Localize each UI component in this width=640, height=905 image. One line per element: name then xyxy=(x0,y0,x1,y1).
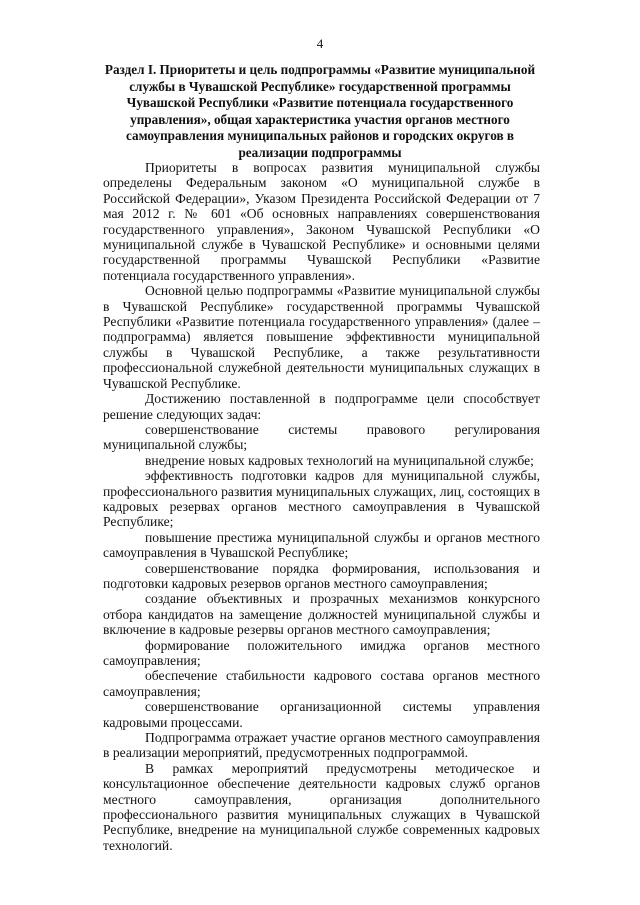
paragraph: совершенствование порядка формирования, использования и подготовки кадровых резервов органов местного самоуправления; xyxy=(103,560,540,591)
paragraph: создание объективных и прозрачных механизмов конкурсного отбора кандидатов на замещение должностей муниципальной службы и включение в кадровые резервы органов местного самоуправления; xyxy=(103,591,540,638)
section-heading: Раздел I. Приоритеты и цель подпрограммы «Развитие муниципальной службы в Чувашской Республике» государственной программы Чувашской Республики «Развитие потенциала государственного управления», общая характеристика участия органов местного самоуправления муниципальных районов и городских округов в реализации подпрограммы xyxy=(104,62,536,160)
paragraph: эффективность подготовки кадров для муниципальной службы, профессионального развития муниципальных служащих, лиц, состоящих в кадровых резервах органов местного самоуправления в Чувашской Республике; xyxy=(103,468,540,530)
body-text xyxy=(103,160,540,853)
paragraph: внедрение новых кадровых технологий на муниципальной службе; xyxy=(145,452,534,468)
paragraph: Основной целью подпрограммы «Развитие муниципальной службы в Чувашской Республике» государственной программы Чувашской Республики «Развитие потенциала государственного управления» (далее – подпрограмма) является повышение эффективности муниципальной службы в Чувашской Республике, а также результативности профессиональной служебной деятельности муниципальных служащих в Чувашской Республике. xyxy=(103,283,540,391)
paragraph: Приоритеты в вопросах развития муниципальной службы определены Федеральным законом «О муниципальной службе в Российской Федерации», Указом Президента Российской Федерации от 7 мая 2012 г. № 601 «Об основных направлениях совершенствования государственного управления», Законом Чувашской Республики «О муниципальной службе в Чувашской Республике» и основными целями государственной программы Чувашской Республики «Развитие потенциала государственного управления». xyxy=(103,160,540,283)
paragraph: повышение престижа муниципальной службы и органов местного самоуправления в Чувашской Республике; xyxy=(103,529,540,561)
paragraph: В рамках мероприятий предусмотрены методическое и консультационное обеспечение деятельности кадровых служб органов местного самоуправления, организация дополнительного профессионального развития муниципальных служащих в Чувашской Республике, внедрение на муниципальной службе современных кадровых технологий. xyxy=(103,760,540,853)
paragraph: совершенствование системы правового регулирования муниципальной службы; xyxy=(103,421,540,453)
paragraph: Достижению поставленной в подпрограмме цели способствует решение следующих задач: xyxy=(103,391,540,422)
paragraph: совершенствование организационной системы управления кадровыми процессами. xyxy=(103,699,540,730)
paragraph: формирование положительного имиджа органов местного самоуправления; xyxy=(103,637,540,668)
paragraph: Подпрограмма отражает участие органов местного самоуправления в реализации мероприятий, предусмотренных подпрограммой. xyxy=(103,730,540,761)
page-number: 4 xyxy=(316,36,324,51)
paragraph: обеспечение стабильности кадрового состава органов местного самоуправления; xyxy=(103,668,540,699)
